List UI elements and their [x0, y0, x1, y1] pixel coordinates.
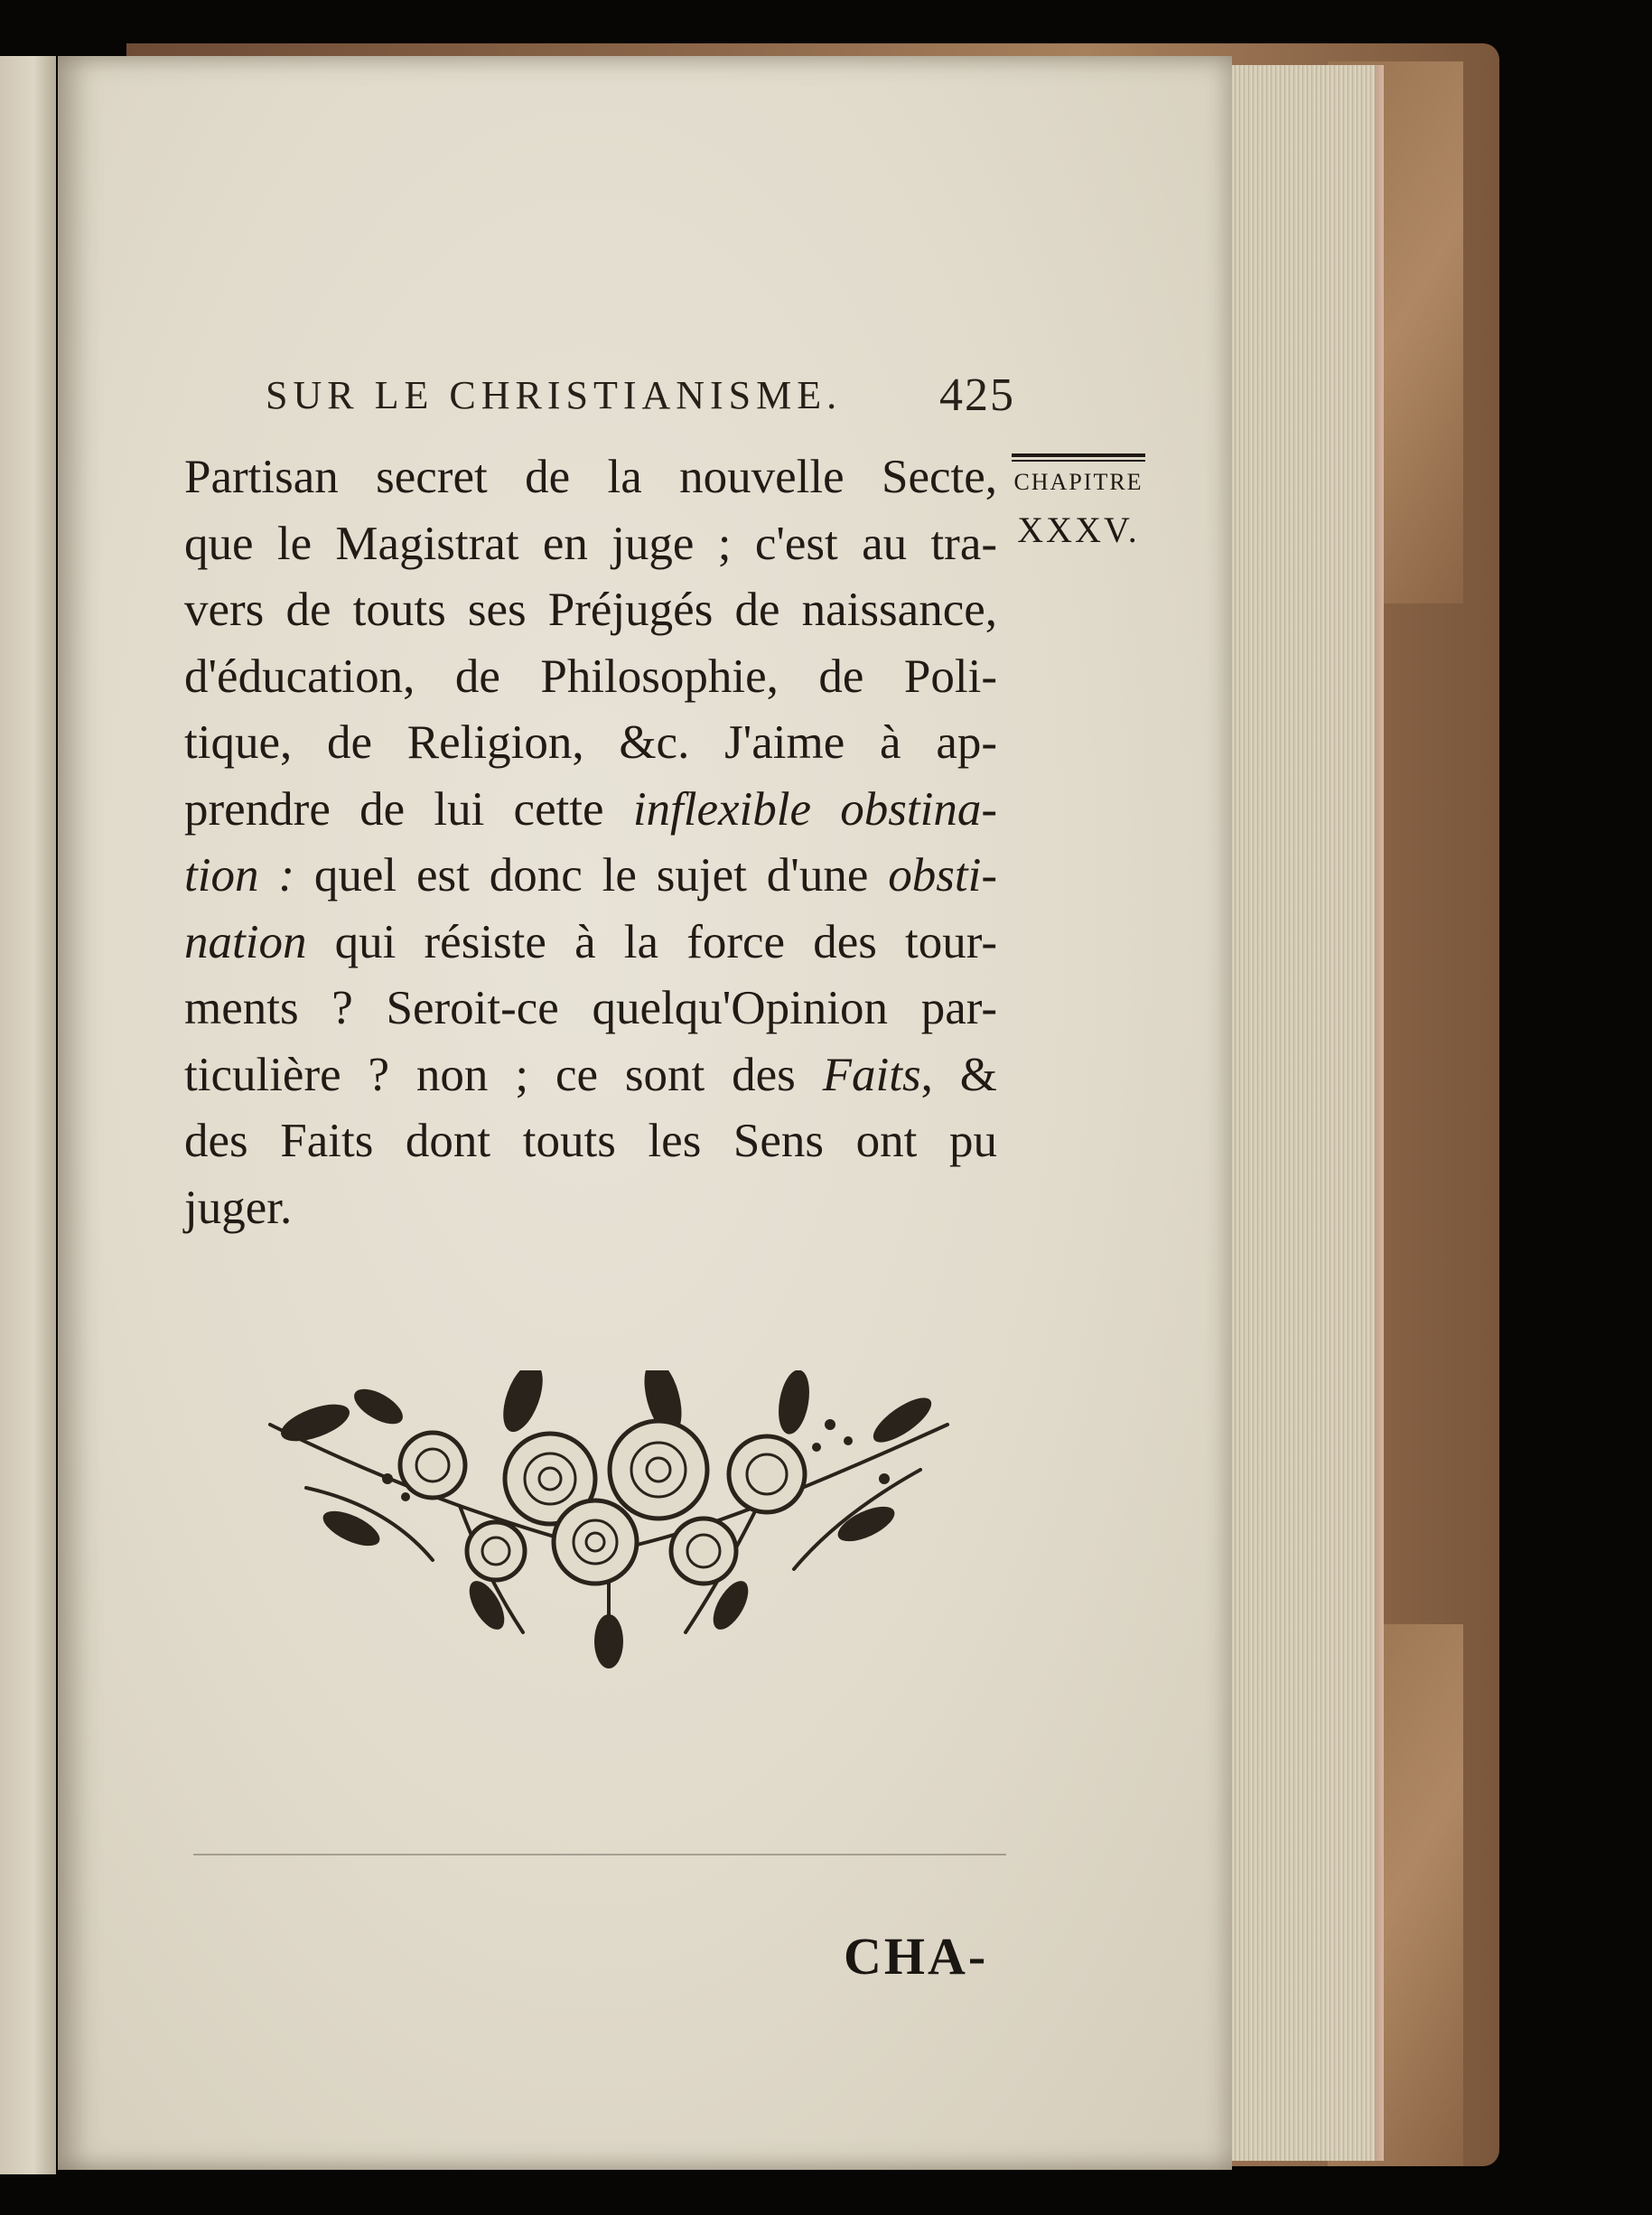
facing-page-edge: [0, 56, 56, 2174]
text-line: ticulière ? non ; ce sont des Faits, &: [184, 1048, 997, 1101]
italic-text: tion :: [184, 849, 294, 902]
body-text: [184, 444, 997, 1241]
text-line: vers de touts ses Préjugés de naissance,: [184, 584, 997, 636]
text-line: que le Magistrat en juge ; c'est au tra-: [184, 517, 997, 570]
show-through-rule: [193, 1854, 1006, 1855]
double-rule: [1012, 453, 1145, 457]
text-line: juger.: [184, 1181, 293, 1234]
book-page: [58, 56, 1232, 2170]
running-title: SUR LE CHRISTIANISME.: [266, 373, 843, 417]
italic-text: inflexible obstina-: [632, 782, 997, 836]
text-line: tion : quel est donc le sujet d'une obsti-: [184, 849, 997, 902]
italic-text: nation: [184, 915, 307, 968]
page-number: 425: [939, 369, 1015, 421]
text-line: des Faits dont touts les Sens ont pu: [184, 1115, 997, 1167]
double-rule: [1012, 460, 1145, 462]
text-line: nation qui résiste à la force des tour-: [184, 915, 997, 968]
running-header: [266, 369, 1015, 426]
text-line: d'éducation, de Philosophie, de Poli-: [184, 650, 997, 703]
chapter-label: CHAPITRE: [1013, 469, 1143, 495]
text-line: tique, de Religion, &c. J'aime à ap-: [184, 716, 997, 769]
chapter-number: XXXV.: [1017, 509, 1140, 550]
text-line: prendre de lui cette inflexible obstina-: [184, 782, 997, 836]
page-edges: [1230, 65, 1377, 2161]
margin-chapter-note: [1006, 453, 1151, 551]
text-line: Partisan secret de la nouvelle Secte,: [184, 451, 997, 503]
catchword: CHA-: [844, 1927, 989, 1986]
italic-text: obsti-: [888, 849, 997, 902]
text-line: ments ? Seroit-ce quelqu'Opinion par-: [184, 982, 997, 1034]
floral-ornament-icon: [252, 1370, 966, 1668]
italic-text: Faits: [822, 1048, 921, 1101]
